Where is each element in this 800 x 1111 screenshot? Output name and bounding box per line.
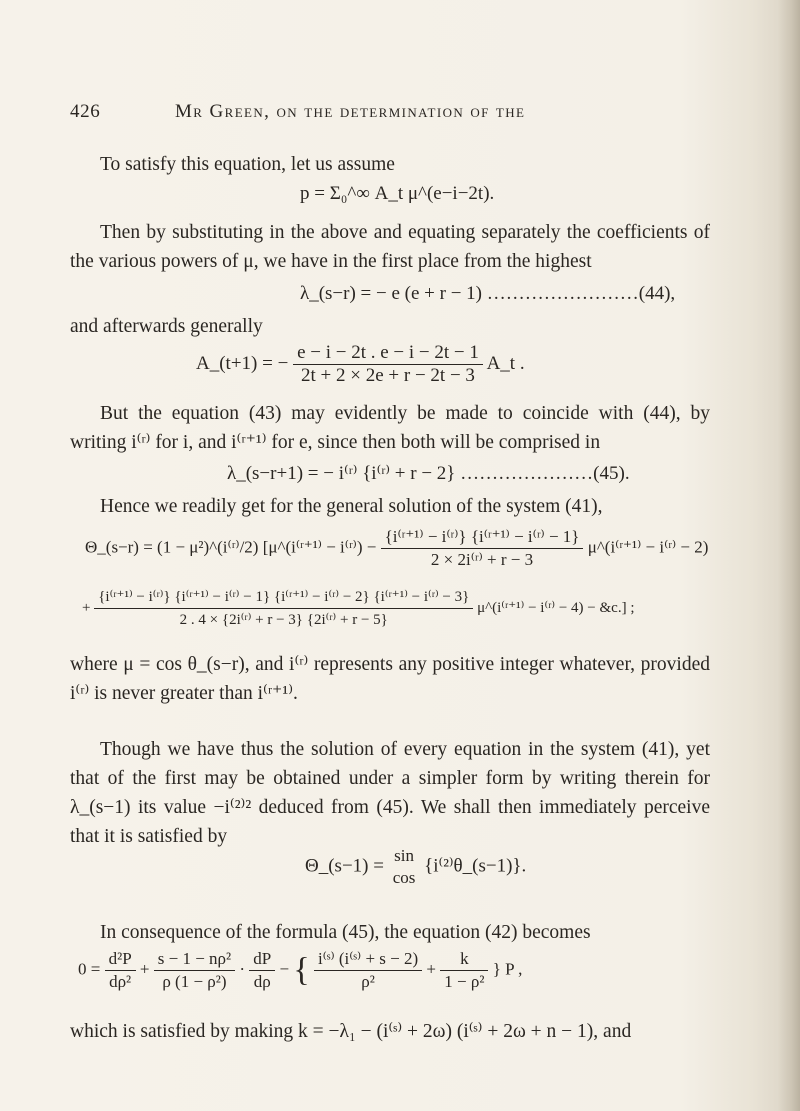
general-line-1-lhs: Θ_(s−r) = (1 − μ²)^(i⁽ʳ⁾/2) [μ^(i⁽ʳ⁺¹⁾ − i⁽ʳ⁾) − xyxy=(85,537,377,557)
equation-A-recursion xyxy=(196,342,525,387)
eq42-fraction-5-den: 1 − ρ² xyxy=(444,972,485,991)
paragraph-7: Though we have thus the solution of every equation in the system (41), yet that of the first may be obtained under a simpler form by writing therein for λ_(s−1) its value −i⁽²⁾² deduced from (45). We shall then immediately perceive that it is satisfied by xyxy=(70,739,710,847)
paragraph-5: Hence we readily get for the general solution of the system (41), xyxy=(100,496,603,517)
eq42-fraction-4-den: ρ² xyxy=(361,972,375,991)
eq42-fraction-5-num: k xyxy=(440,948,488,971)
page-header xyxy=(70,101,710,123)
equation-A-fraction xyxy=(293,342,483,387)
general-line-2-fraction xyxy=(94,586,473,631)
equation-44: λ_(s−r) = − e (e + r − 1) ……………………(44), xyxy=(300,283,676,304)
equation-assume: p = Σ₀^∞ A_t μ^(e−i−2t). xyxy=(300,183,495,204)
eq42-fraction-1-den: dρ² xyxy=(109,972,132,991)
theta-cos: cos xyxy=(392,868,416,887)
eq42-fraction-3-den: dρ xyxy=(253,972,271,991)
equation-A-rhs: A_t . xyxy=(486,352,525,374)
paragraph-3: and afterwards generally xyxy=(70,316,263,337)
eq42-plus-2: + xyxy=(426,959,437,979)
eq42-plus: + xyxy=(139,959,150,979)
equation-general-line-1 xyxy=(85,526,708,571)
eq42-fraction-2-num: s − 1 − nρ² xyxy=(154,948,235,971)
eq42-fraction-4-num: i⁽ˢ⁾ (i⁽ˢ⁾ + s − 2) xyxy=(314,948,422,971)
running-title: Mr Green, on the determination of the xyxy=(175,101,526,122)
equation-general-line-2 xyxy=(82,586,635,631)
general-line-1-rhs: μ^(i⁽ʳ⁺¹⁾ − i⁽ʳ⁾ − 2) xyxy=(587,537,709,557)
equation-theta xyxy=(305,845,526,889)
paragraph-6: where μ = cos θ_(s−r), and i⁽ʳ⁾ represents any positive integer whatever, provided i⁽ʳ⁾ is never greater than i⁽ʳ⁺¹⁾. xyxy=(70,654,710,704)
equation-A-lhs: A_(t+1) = − xyxy=(196,352,289,374)
eq42-fraction-2 xyxy=(154,948,235,993)
eq42-fraction-1 xyxy=(105,948,136,993)
general-line-2-denominator: 2 . 4 × {2i⁽ʳ⁾ + r − 3} {2i⁽ʳ⁾ + r − 5} xyxy=(179,612,388,628)
paragraph-2: Then by substituting in the above and equating separately the coefficients of the various powers of μ, we have in the first place from the highest xyxy=(70,222,710,272)
eq42-dot: · xyxy=(239,959,246,979)
eq42-fraction-2-den: ρ (1 − ρ²) xyxy=(162,972,227,991)
page-edge-shadow xyxy=(778,0,800,1111)
general-line-1-denominator: 2 × 2i⁽ʳ⁾ + r − 3 xyxy=(430,550,534,569)
general-line-1-fraction xyxy=(381,526,584,571)
general-line-2-numerator: {i⁽ʳ⁺¹⁾ − i⁽ʳ⁾} {i⁽ʳ⁺¹⁾ − i⁽ʳ⁾ − 1} {i⁽ʳ⁺¹⁾ − i⁽ʳ⁾ − 2} {i⁽ʳ⁺¹⁾ − i⁽ʳ⁾ − 3} xyxy=(94,586,473,609)
equation-45: λ_(s−r+1) = − i⁽ʳ⁾ {i⁽ʳ⁾ + r − 2} …………………(45). xyxy=(227,463,630,484)
eq42-fraction-3-num: dP xyxy=(249,948,275,971)
paragraph-1: To satisfy this equation, let us assume xyxy=(100,154,395,175)
paragraph-4: But the equation (43) may evidently be made to coincide with (44), by writing i⁽ʳ⁾ for i, and i⁽ʳ⁺¹⁾ for e, since then both will be comprised in xyxy=(70,403,710,453)
eq42-fraction-3 xyxy=(249,948,275,993)
general-line-1-numerator: {i⁽ʳ⁺¹⁾ − i⁽ʳ⁾} {i⁽ʳ⁺¹⁾ − i⁽ʳ⁾ − 1} xyxy=(381,526,584,549)
theta-lhs: Θ_(s−1) = xyxy=(305,855,384,877)
equation-A-numerator: e − i − 2t . e − i − 2t − 1 xyxy=(293,342,483,365)
paragraph-9: which is satisfied by making k = −λ₁ − (i⁽ˢ⁾ + 2ω) (i⁽ˢ⁾ + 2ω + n − 1), and xyxy=(70,1021,632,1042)
eq42-minus: − xyxy=(279,959,290,979)
eq42-zero: 0 = xyxy=(78,959,101,979)
page-number: 426 xyxy=(70,101,101,122)
general-line-2-plus: + xyxy=(82,599,91,616)
equation-42 xyxy=(78,948,522,993)
theta-sin-cos xyxy=(389,845,420,889)
eq42-fraction-4 xyxy=(314,948,422,993)
theta-argument: {i⁽²⁾θ_(s−1)}. xyxy=(424,855,527,877)
general-line-2-rhs: μ^(i⁽ʳ⁺¹⁾ − i⁽ʳ⁾ − 4) − &c.] ; xyxy=(477,599,635,616)
eq42-fraction-5 xyxy=(440,948,488,993)
theta-sin: sin xyxy=(394,846,414,865)
equation-A-denominator: 2t + 2 × 2e + r − 2t − 3 xyxy=(301,365,475,386)
paragraph-8: In consequence of the formula (45), the equation (42) becomes xyxy=(100,922,591,943)
eq42-open-brace: { xyxy=(293,951,310,989)
eq42-tail: } P , xyxy=(492,959,523,979)
eq42-fraction-1-num: d²P xyxy=(105,948,136,971)
